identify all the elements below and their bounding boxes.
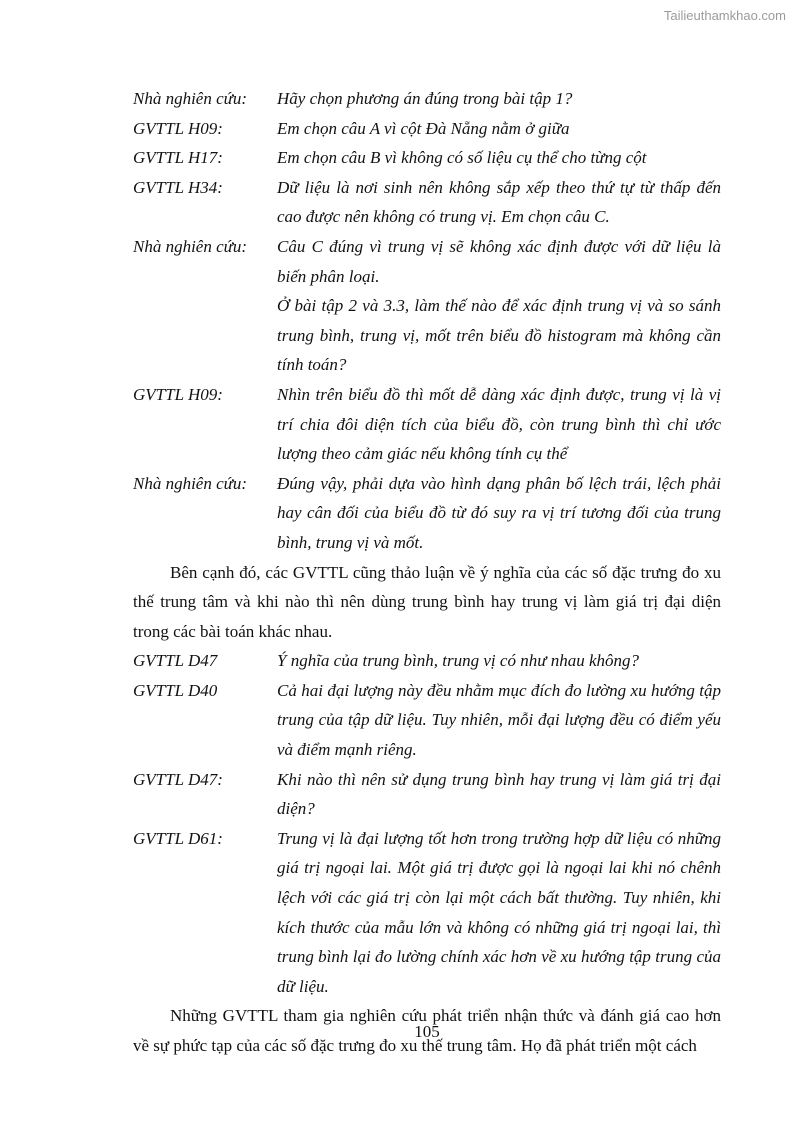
speaker-label: Nhà nghiên cứu: [133,89,248,108]
speaker-label: Nhà nghiên cứu: [133,236,248,256]
dialogue-row [133,824,721,1002]
dialogue-text: Nhìn trên biểu đồ thì mốt dễ dàng xác định được, trung vị là vị trí chia đôi diện tích của biểu đồ, còn trung bình thì chỉ ước lượng theo cảm giác nếu không tính cụ thể [277,384,721,464]
speaker-label: GVTTL H34: [133,177,223,197]
dialogue-text: Dữ liệu là nơi sinh nên không sắp xếp theo thứ tự từ thấp đến cao được nên không có trung vị. Em chọn câu C. [277,177,721,227]
dialogue-row [133,143,721,173]
body-paragraph: Bên cạnh đó, các GVTTL cũng thảo luận về ý nghĩa của các số đặc trưng đo xu thế trung tâm và khi nào thì nên dùng trung bình hay trung vị làm giá trị đại diện trong các bài toán khác nhau. [133,562,721,641]
speaker-label: GVTTL D47 [133,651,218,671]
page-content [133,84,721,1061]
dialogue-row [133,84,721,114]
dialogue-row [133,380,721,469]
dialogue-text: Khi nào thì nên sử dụng trung bình hay trung vị làm giá trị đại diện? [277,769,721,819]
dialogue-row [133,232,721,380]
dialogue-row [133,646,721,676]
speaker-label: Nhà nghiên cứu: [133,473,248,493]
dialogue-row [133,114,721,144]
speaker-label: GVTTL D61: [133,828,223,848]
dialogue-text: Câu C đúng vì trung vị sẽ không xác định được với dữ liệu là biến phân loại. [277,236,721,286]
dialogue-row [133,676,721,765]
dialogue-text: Ý nghĩa của trung bình, trung vị có như nhau không? [277,651,640,671]
dialogue-row [133,173,721,232]
dialogue-text: Hãy chọn phương án đúng trong bài tập 1? [277,89,573,108]
dialogue-text: Em chọn câu A vì cột Đà Nẵng nằm ở giữa [277,118,570,138]
speaker-label: GVTTL D40 [133,680,218,700]
dialogue-text: Cả hai đại lượng này đều nhằm mục đích đo lường xu hướng tập trung của tập dữ liệu. Tuy nhiên, mỗi đại lượng đều có điểm yếu và điểm mạnh riêng. [277,680,721,760]
speaker-label: GVTTL H17: [133,148,223,168]
dialogue-text: Em chọn câu B vì không có số liệu cụ thể cho từng cột [277,148,647,168]
speaker-label: GVTTL H09: [133,118,223,138]
dialogue-row [133,765,721,824]
speaker-label: GVTTL D47: [133,769,223,789]
dialogue-text: Đúng vậy, phải dựa vào hình dạng phân bố lệch trái, lệch phải hay cân đối của biểu đồ từ đó suy ra vị trí tương đối của trung bình, trung vị và mốt. [277,473,721,552]
dialogue-text: Trung vị là đại lượng tốt hơn trong trường hợp dữ liệu có những giá trị ngoại lai. Một giá trị được gọi là ngoại lai khi nó chênh lệch với các giá trị còn lại một cách bất thường. Tuy nhiên, khi kích thước của mẫu lớn và không có những giá trị ngoại lai, thì trung bình lại đo lường chính xác hơn về xu hướng tập trung của dữ liệu. [277,828,721,996]
dialogue-text: Ở bài tập 2 và 3.3, làm thế nào để xác định trung vị và so sánh trung bình, trung vị, mốt trên biểu đồ histogram mà không cần tính toán? [277,296,721,375]
dialogue-row [133,469,721,558]
watermark: Tailieuthamkhao.com [663,8,786,23]
body-paragraph: Những GVTTL tham gia nghiên cứu phát triển nhận thức và đánh giá cao hơn về sự phức tạp của các số đặc trưng đo xu thế trung tâm. Họ đã phát triển một cách [133,1006,721,1055]
speaker-label: GVTTL H09: [133,384,223,404]
page-number: 105 [414,1022,440,1041]
